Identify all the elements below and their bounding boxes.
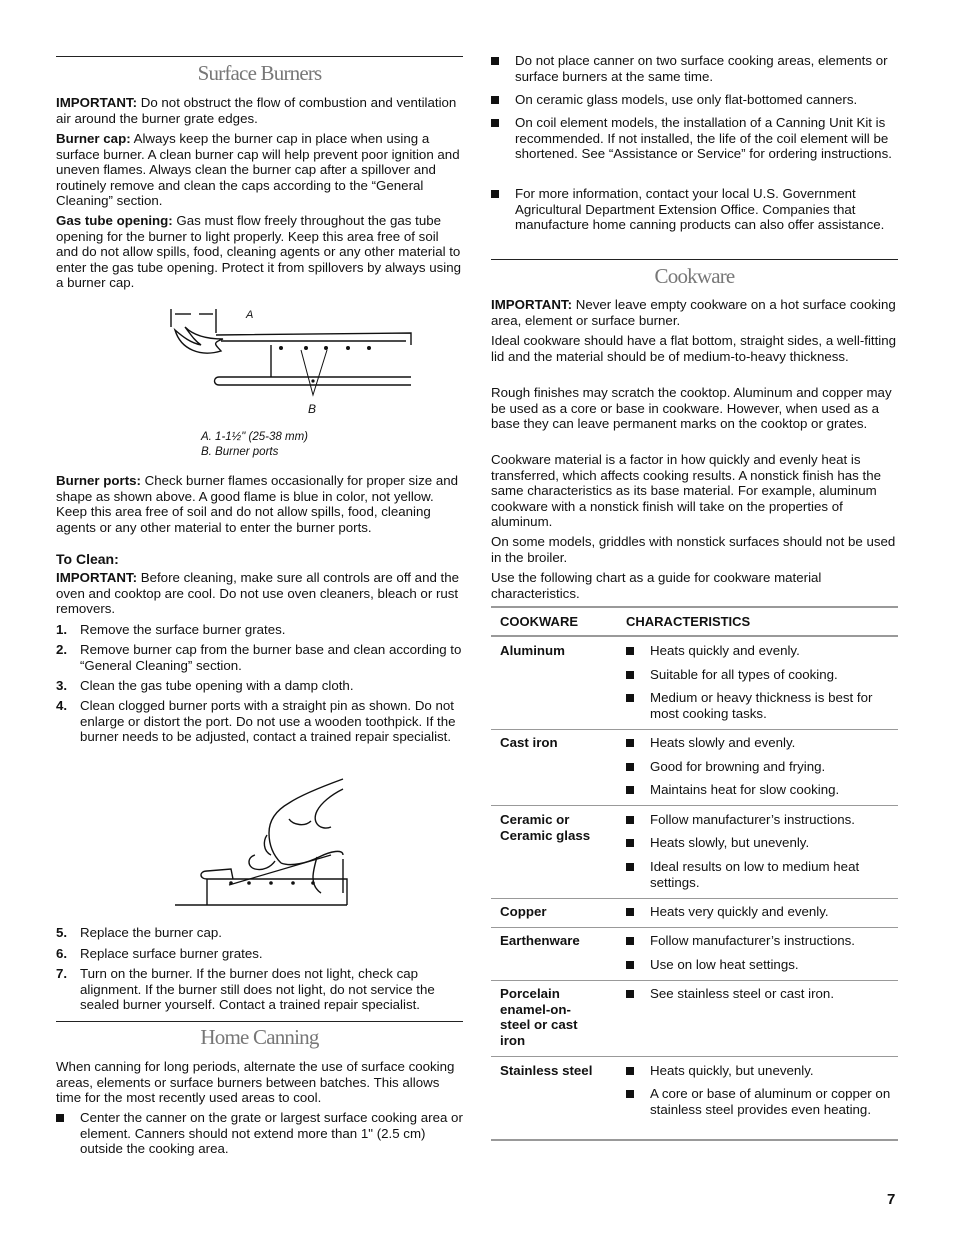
table-header-characteristics: CHARACTERISTICS xyxy=(626,614,751,629)
cookware-heading: Cookware xyxy=(654,264,735,288)
pin-cleaning-illustration xyxy=(171,775,351,913)
cookware-paragraph: On some models, griddles with nonstick surfaces should not be used in the broiler. xyxy=(491,534,896,565)
burner-flame-illustration xyxy=(161,305,421,420)
bullet-square-icon xyxy=(491,119,499,127)
to-clean-heading: To Clean: xyxy=(56,551,119,567)
bullet-square-icon xyxy=(626,908,634,916)
bullet-square-icon xyxy=(626,763,634,771)
burner-cap-paragraph: Burner cap: Always keep the burner cap in place when using a surface burner. A clean burner cap will help prevent poor ignition and uneven flames. Always clean the burner cap after a spillover and routinely remove and clean the caps according to the “General Cleaning” section. xyxy=(56,131,460,209)
home-canning-intro: When canning for long periods, alternate the use of surface cooking areas, elements or surface burners between batches. This allows time for the most recently used areas to cool. xyxy=(56,1059,455,1106)
bullet-square-icon xyxy=(491,190,499,198)
bullet-square-icon xyxy=(626,839,634,847)
cookware-paragraph: Rough finishes may scratch the cooktop. Aluminum and copper may be used as a core or base in cookware. However, when used as a base they can leave permanent marks on the cooktop or grates. xyxy=(491,385,892,432)
burner-ports-paragraph: Burner ports: Check burner flames occasionally for proper size and shape as shown above. A good flame is blue in color, not yellow. Keep this area free of soil and do not allow spills, food, cleaning agents or any other material to enter the burner ports. xyxy=(56,473,459,535)
cookware-paragraph: Cookware material is a factor in how quickly and evenly heat is transferred, which affects cooking results. A nonstick finish has the same characteristics as its base material. For example, aluminum cookware with a nonstick finish will take on the properties of aluminum. xyxy=(491,452,881,530)
table-header-cookware: COOKWARE xyxy=(500,614,578,629)
bullet-square-icon xyxy=(56,1114,64,1122)
bullet-square-icon xyxy=(491,57,499,65)
gas-tube-paragraph: Gas tube opening: Gas must flow freely throughout the gas tube opening for the burner to light properly. Keep this area free of soil and do not allow spills, food, cleaning agents or any other material to enter the gas tube opening. Protect it from spillovers by always using a burner cap. xyxy=(56,213,462,291)
bullet-square-icon xyxy=(626,671,634,679)
figure-label-b: B xyxy=(308,402,317,416)
bullet-square-icon xyxy=(626,739,634,747)
clean-important-note: IMPORTANT: Before cleaning, make sure all controls are off and the oven and cooktop are cool. Do not use oven cleaners, bleach or rust removers. xyxy=(56,570,460,617)
cookware-paragraph: Use the following chart as a guide for cookware material characteristics. xyxy=(491,570,822,601)
section-rule xyxy=(56,56,463,57)
surface-burners-heading: Surface Burners xyxy=(197,61,322,85)
cookware-paragraph: Ideal cookware should have a flat bottom, straight sides, a well-fitting lid and the material should be of medium-to-heavy thickness. xyxy=(491,333,897,364)
bullet-square-icon xyxy=(626,694,634,702)
bullet-square-icon xyxy=(626,1067,634,1075)
bullet-square-icon xyxy=(626,647,634,655)
figure-label-a: A xyxy=(246,309,254,321)
bullet-square-icon xyxy=(626,786,634,794)
caption-b: B. Burner ports xyxy=(201,446,279,458)
cookware-important-note: IMPORTANT: Never leave empty cookware on a hot surface cooking area, element or surface burner. xyxy=(491,297,896,328)
bullet-square-icon xyxy=(626,937,634,945)
bullet-square-icon xyxy=(626,1090,634,1098)
figure-caption xyxy=(201,430,451,460)
section-rule xyxy=(56,1021,463,1022)
bullet-square-icon xyxy=(626,816,634,824)
bullet-square-icon xyxy=(491,96,499,104)
bullet-square-icon xyxy=(626,990,634,998)
caption-a: A. 1-1½" (25-38 mm) xyxy=(201,431,308,443)
section-rule xyxy=(491,259,898,260)
home-canning-heading: Home Canning xyxy=(200,1025,319,1049)
bullet-square-icon xyxy=(626,961,634,969)
important-note: IMPORTANT: Do not obstruct the flow of combustion and ventilation air around the burner grate edges. xyxy=(56,95,457,126)
bullet-square-icon xyxy=(626,863,634,871)
page-number: 7 xyxy=(887,1191,896,1208)
